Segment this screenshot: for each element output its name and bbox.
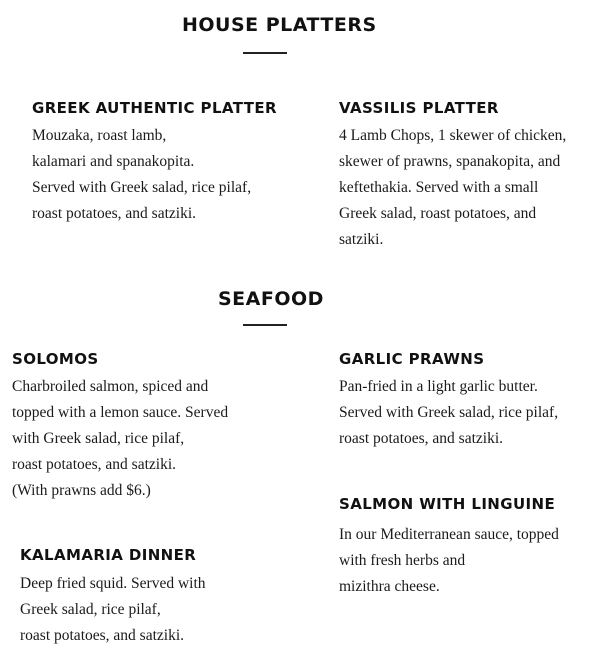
garlic-prawns-description <box>339 374 558 452</box>
description-line: 4 Lamb Chops, 1 skewer of chicken, <box>339 127 567 144</box>
description-line: Greek salad, roast potatoes, and <box>339 205 537 222</box>
description-line: Mouzaka, roast lamb, <box>32 127 167 144</box>
description-line: roast potatoes, and satziki. <box>339 430 503 447</box>
description-line: roast potatoes, and satziki. <box>20 627 184 644</box>
garlic-prawns-title: GARLIC PRAWNS <box>339 350 485 368</box>
description-line: topped with a lemon sauce. Served <box>12 404 229 421</box>
seafood-divider <box>243 324 287 326</box>
description-line: Charbroiled salmon, spiced and <box>12 378 209 395</box>
vassilis-platter-description <box>339 123 566 253</box>
kalamaria-dinner-description <box>20 571 206 649</box>
description-line: Deep fried squid. Served with <box>20 575 206 592</box>
description-line: In our Mediterranean sauce, topped <box>339 526 559 543</box>
description-line: kalamari and spanakopita. <box>32 153 195 170</box>
solomos-title: SOLOMOS <box>12 350 99 368</box>
solomos-description <box>12 374 228 504</box>
description-line: with Greek salad, rice pilaf, <box>12 430 185 447</box>
description-line: roast potatoes, and satziki. <box>12 456 176 473</box>
description-line: skewer of prawns, spanakopita, and <box>339 153 561 170</box>
salmon-with-linguine-description <box>339 522 559 600</box>
greek-authentic-platter-description <box>32 123 251 227</box>
description-line: roast potatoes, and satziki. <box>32 205 196 222</box>
salmon-with-linguine-title: SALMON WITH LINGUINE <box>339 495 556 513</box>
house-platters-heading: HOUSE PLATTERS <box>182 14 377 36</box>
vassilis-platter-title: VASSILIS PLATTER <box>339 99 499 117</box>
description-line: keftethakia. Served with a small <box>339 179 539 196</box>
description-line: satziki. <box>339 231 384 248</box>
description-line: Pan-fried in a light garlic butter. <box>339 378 538 395</box>
greek-authentic-platter-title: GREEK AUTHENTIC PLATTER <box>32 99 277 117</box>
description-line: mizithra cheese. <box>339 578 440 595</box>
description-line: Served with Greek salad, rice pilaf, <box>32 179 252 196</box>
description-line: Greek salad, rice pilaf, <box>20 601 161 618</box>
description-line: (With prawns add $6.) <box>12 482 151 499</box>
description-line: with fresh herbs and <box>339 552 466 569</box>
kalamaria-dinner-title: KALAMARIA DINNER <box>20 546 197 564</box>
house-platters-divider <box>243 52 287 54</box>
seafood-heading: SEAFOOD <box>218 288 324 310</box>
description-line: Served with Greek salad, rice pilaf, <box>339 404 559 421</box>
